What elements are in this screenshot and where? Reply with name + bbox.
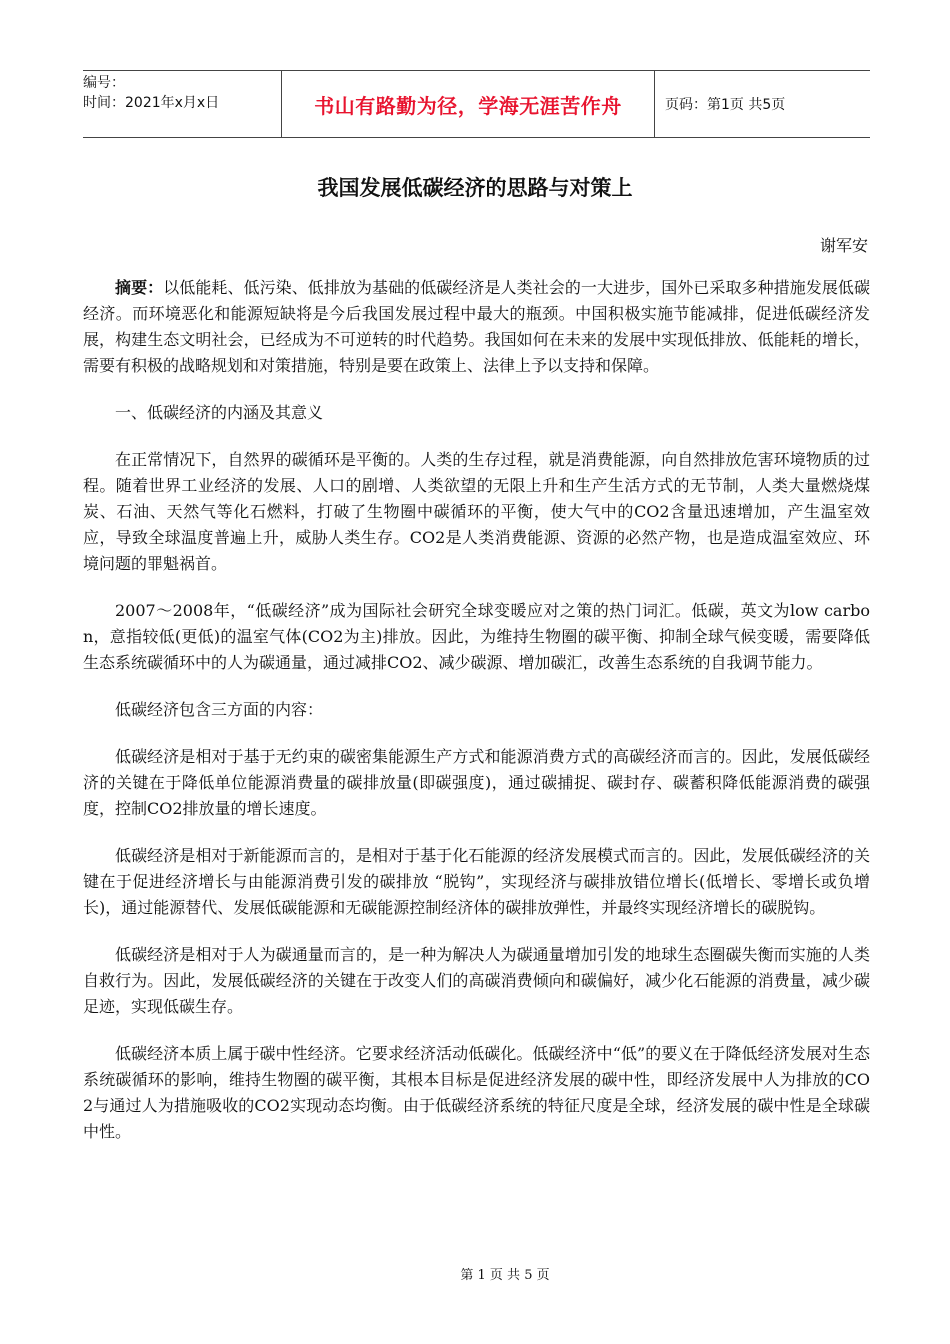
header-meta: [83, 71, 281, 137]
body-paragraph: 低碳经济是相对于基于无约束的碳密集能源生产方式和能源消费方式的高碳经济而言的。因此，发展低碳经济的关键在于降低单位能源消费量的碳排放量(即碳强度)，通过碳捕捉、碳封存、碳蓄积降低能源消费的碳强度，控制CO2排放量的增长速度。: [83, 747, 870, 818]
motto-text: 书山有路勤为径，学海无涯苦作舟: [314, 93, 622, 118]
body-paragraph: 低碳经济是相对于人为碳通量而言的，是一种为解决人为碳通量增加引发的地球生态圈碳失衡而实施的人类自救行为。因此，发展低碳经济的关键在于改变人们的高碳消费倾向和碳偏好，减少化石能源的消费量，减少碳足迹，实现低碳生存。: [83, 945, 870, 1016]
section-heading: 一、低碳经济的内涵及其意义: [115, 403, 324, 422]
header-motto-cell: [281, 71, 655, 137]
body-paragraph: 低碳经济是相对于新能源而言的，是相对于基于化石能源的经济发展模式而言的。因此，发展低碳经济的关键在于促进经济增长与由能源消费引发的碳排放 “脱钩”，实现经济与碳排放错位增长(低增长、零增长或负增长)，通过能源替代、发展低碳能源和无碳能源控制经济体的碳排放弹性，并最终实现经济增长的碳脱钩。: [83, 846, 870, 917]
body-paragraph: 在正常情况下，自然界的碳循环是平衡的。人类的生存过程，就是消费能源，向自然排放危害环境物质的过程。随着世界工业经济的发展、人口的剧增、人类欲望的无限上升和生产生活方式的无节制，人类大量燃烧煤炭、石油、天然气等化石燃料，打破了生物圈中碳循环的平衡，使大气中的CO2含量迅速增加，产生温室效应，导致全球温度普遍上升，威胁人类生存。CO2是人类消费能源、资源的必然产物，也是造成温室效应、环境问题的罪魁祸首。: [83, 450, 870, 573]
abstract-text: 以低能耗、低污染、低排放为基础的低碳经济是人类社会的一大进步，国外已采取多种措施发展低碳经济。而环境恶化和能源短缺将是今后我国发展过程中最大的瓶颈。中国积极实施节能减排，促进低碳经济发展，构建生态文明社会，已经成为不可逆转的时代趋势。我国如何在未来的发展中实现低排放、低能耗的增长，需要有积极的战略规划和对策措施，特别是要在政策上、法律上予以支持和保障。: [83, 278, 870, 375]
date-label: 时间：2021年x月x日: [83, 95, 220, 111]
abstract-label: 摘要：: [115, 278, 164, 297]
document-body: [83, 275, 870, 1166]
header-page-info: 页码：第1页 共5页: [665, 97, 786, 113]
page-header: [83, 70, 870, 138]
document-author: 谢军安: [819, 236, 868, 255]
body-paragraph: 低碳经济本质上属于碳中性经济。它要求经济活动低碳化。低碳经济中“低”的要义在于降低经济发展对生态系统碳循环的影响，维持生物圈的碳平衡，其根本目标是促进经济发展的碳中性，即经济发展中人为排放的CO2与通过人为措施吸收的CO2实现动态均衡。由于低碳经济系统的特征尺度是全球，经济发展的碳中性是全球碳中性。: [83, 1044, 870, 1141]
abstract-paragraph: [83, 275, 870, 379]
body-paragraph: 低碳经济包含三方面的内容：: [115, 700, 324, 719]
document-title: 我国发展低碳经济的思路与对策上: [317, 176, 633, 200]
body-paragraph: 2007～2008年，“低碳经济”成为国际社会研究全球变暖应对之策的热门词汇。低碳，英文为low carbon，意指较低(更低)的温室气体(CO2为主)排放。因此，为维持生物圈的碳平衡、抑制全球气候变暖，需要降低生态系统碳循环中的人为碳通量，通过减排CO2、减少碳源、增加碳汇，改善生态系统的自我调节能力。: [83, 601, 870, 672]
code-label: 编号：: [83, 75, 125, 91]
page-footer: 第 1 页 共 5 页: [460, 1268, 550, 1283]
